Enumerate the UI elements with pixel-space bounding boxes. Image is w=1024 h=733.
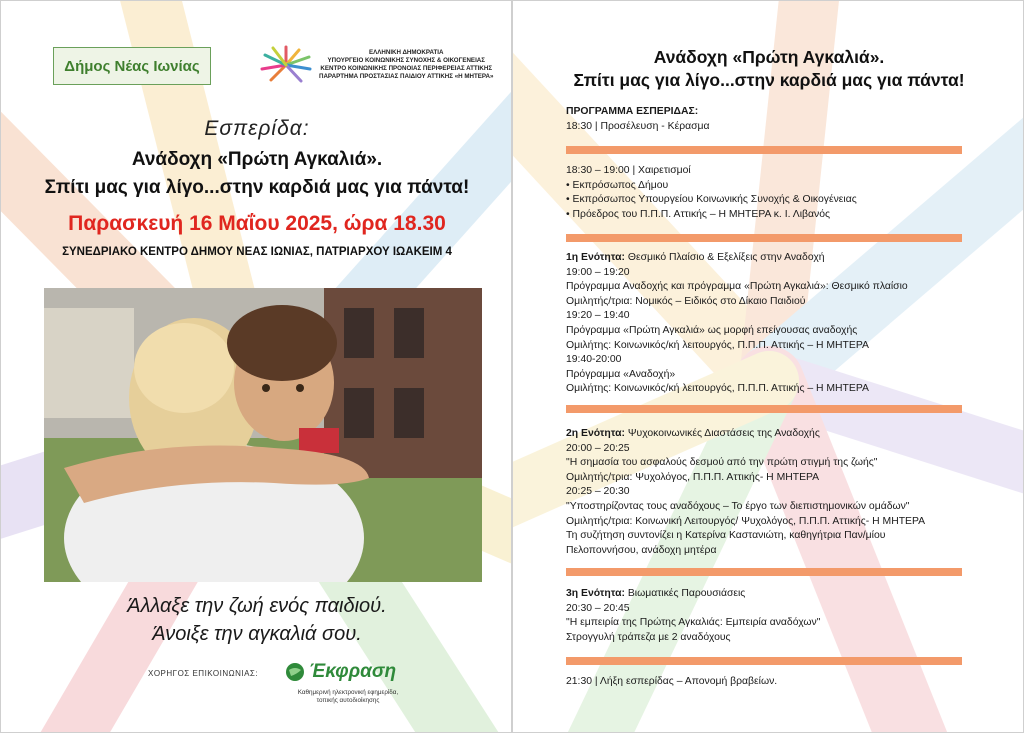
unit1-line: Πρόγραμμα «Αναδοχή» bbox=[566, 368, 676, 380]
event-date: Παρασκευή 16 Μαΐου 2025, ώρα 18.30 bbox=[68, 212, 446, 235]
section-divider bbox=[566, 405, 962, 413]
unit3-line: Στρογγυλή τράπεζα με 2 αναδόχους bbox=[566, 631, 731, 643]
greetings-item: • Εκπρόσωπος Δήμου bbox=[566, 179, 669, 191]
unit3-section bbox=[566, 587, 820, 645]
sponsor-name: Έκφραση bbox=[309, 661, 397, 682]
unit2-line: Τη συζήτηση συντονίζει η Κατερίνα Καστανιώτη, καθηγήτρια Παν/μίου bbox=[566, 530, 886, 542]
program-intro bbox=[566, 105, 710, 134]
ministry-line: ΚΕΝΤΡΟ ΚΟΙΝΩΝΙΚΗΣ ΠΡΟΝΟΙΑΣ ΠΕΡΙΦΕΡΕΙΑΣ ΑΤΤΙΚΗΣ bbox=[320, 65, 493, 72]
unit3-line: 20:30 – 20:45 bbox=[566, 602, 630, 614]
slogan-line1: Άλλαξε την ζωή ενός παιδιού. bbox=[127, 595, 387, 617]
slogan-line2: Άνοιξε την αγκαλιά σου. bbox=[152, 623, 362, 645]
event-venue: ΣΥΝΕΔΡΙΑΚΟ ΚΕΝΤΡΟ ΔΗΜΟΥ ΝΕΑΣ ΙΩΝΙΑΣ, ΠΑΤΡΙΑΡΧΟΥ ΙΩΑΚΕΙΜ 4 bbox=[62, 246, 452, 258]
unit1-line: Ομιλήτης: Κοινωνικός/κή λειτουργός, Π.Π.Π. Αττικής – Η ΜΗΤΕΡΑ bbox=[566, 339, 869, 351]
invitation-program-page bbox=[512, 0, 1024, 733]
unit1-line: Ομιλητής/τρια: Νομικός – Ειδικός στο Δίκαιο Παιδιού bbox=[566, 295, 806, 307]
unit3-line: "Η εμπειρία της Πρώτης Αγκαλιάς: Εμπειρία αναδόχων" bbox=[566, 617, 821, 629]
event-title-line2: Σπίτι μας για λίγο...στην καρδιά μας για πάντα! bbox=[44, 177, 470, 198]
section-divider bbox=[566, 568, 962, 576]
municipality-logo: Δήμος Νέας Ιωνίας bbox=[53, 47, 211, 85]
section-divider bbox=[566, 146, 962, 154]
unit3-heading bbox=[566, 587, 820, 602]
unit1-line: 19:40-20:00 bbox=[566, 354, 622, 366]
closing-section bbox=[566, 675, 777, 690]
section-divider bbox=[566, 234, 962, 242]
unit2-line: Ομιλητής/τρια: Ψυχολόγος, Π.Π.Π. Αττικής- Η ΜΗΤΕΡΑ bbox=[566, 471, 820, 483]
greetings-section bbox=[566, 164, 857, 222]
closing-line: 21:30 | Λήξη εσπερίδας – Απονομή βραβείων. bbox=[566, 676, 778, 687]
sponsor-globe-icon bbox=[285, 662, 305, 682]
unit2-line: 20:00 – 20:25 bbox=[566, 442, 630, 454]
unit2-line: "Υποστηρίζοντας τους αναδόχους – Το έργο των διεπιστημονικών ομάδων" bbox=[566, 500, 910, 512]
unit2-label: 2η Ενότητα: bbox=[566, 428, 625, 439]
program-title-line2: Σπίτι μας για λίγο...στην καρδιά μας για πάντα! bbox=[573, 70, 965, 90]
hug-photo bbox=[44, 288, 482, 582]
unit2-heading bbox=[566, 427, 925, 442]
ministry-line: ΕΛΛΗΝΙΚΗ ΔΗΜΟΚΡΑΤΙΑ bbox=[369, 49, 444, 56]
unit1-line: 19:20 – 19:40 bbox=[566, 310, 630, 322]
greetings-item: • Πρόεδρος του Π.Π.Π. Αττικής – Η ΜΗΤΕΡΑ κ. Ι. Λιβανός bbox=[566, 208, 830, 220]
unit2-line: Ομιλητής/τρια: Κοινωνική Λειτουργός/ Ψυχολόγος, Π.Π.Π. Αττικής- Η ΜΗΤΕΡΑ bbox=[566, 515, 926, 527]
ministry-logo bbox=[259, 45, 499, 85]
greetings-item: • Εκπρόσωπος Υπουργείου Κοινωνικής Συνοχής & Οικογένειας bbox=[566, 194, 857, 206]
ministry-line: ΥΠΟΥΡΓΕΙΟ ΚΟΙΝΩΝΙΚΗΣ ΣΥΝΟΧΗΣ & ΟΙΚΟΓΕΝΕΙΑΣ bbox=[327, 57, 485, 64]
unit2-line: Πελοποννήσου, ανάδοχη μητέρα bbox=[566, 544, 717, 556]
arrival-line: 18:30 | Προσέλευση - Κέρασμα bbox=[566, 120, 710, 132]
unit1-title: Θεσμικό Πλαίσιο & Εξελίξεις στην Αναδοχή bbox=[624, 252, 825, 263]
greetings-time: 18:30 – 19:00 | Χαιρετισμοί bbox=[566, 165, 691, 176]
section-divider bbox=[566, 657, 962, 665]
event-type: Εσπερίδα: bbox=[204, 117, 310, 140]
event-title-line1: Ανάδοχη «Πρώτη Αγκαλιά». bbox=[131, 149, 383, 170]
unit2-section bbox=[566, 427, 925, 558]
unit1-section bbox=[566, 251, 908, 397]
ministry-starburst-icon bbox=[259, 45, 313, 85]
unit1-line: 19:00 – 19:20 bbox=[566, 266, 630, 278]
unit2-title: Ψυχοκοινωνικές Διαστάσεις της Αναδοχής bbox=[624, 428, 820, 439]
unit1-heading bbox=[566, 251, 908, 266]
unit1-label: 1η Ενότητα: bbox=[566, 252, 625, 263]
unit1-line: Πρόγραμμα Αναδοχής και πρόγραμμα «Πρώτη Αγκαλιά»: Θεσμικό πλαίσιο bbox=[566, 281, 908, 293]
ministry-line: ΠΑΡΑΡΤΗΜΑ ΠΡΟΣΤΑΣΙΑΣ ΠΑΙΔΙΟΥ ΑΤΤΙΚΗΣ «Η ΜΗΤΕΡΑ» bbox=[319, 73, 494, 80]
unit3-title: Βιωματικές Παρουσιάσεις bbox=[624, 588, 746, 599]
program-heading: ΠΡΟΓΡΑΜΜΑ ΕΣΠΕΡΙΔΑΣ: bbox=[566, 106, 699, 117]
unit2-line: 20:25 – 20:30 bbox=[566, 486, 630, 498]
unit3-label: 3η Ενότητα: bbox=[566, 588, 625, 599]
sponsor-tagline: Καθημερινή ηλεκτρονική εφημερίδα, τοπικής αυτοδιοίκησης bbox=[297, 689, 399, 704]
unit2-line: "Η σημασία του ασφαλούς δεσμού από την πρώτη στιγμή της ζωής" bbox=[566, 457, 878, 469]
unit1-line: Πρόγραμμα «Πρώτη Αγκαλιά» ως μορφή επείγουσας αναδοχής bbox=[566, 324, 858, 336]
unit1-line: Ομιλήτης: Κοινωνικός/κή λειτουργός, Π.Π.Π. Αττικής – Η ΜΗΤΕΡΑ bbox=[566, 383, 869, 395]
program-title-line1: Ανάδοχη «Πρώτη Αγκαλιά». bbox=[653, 47, 885, 67]
sponsor-logo bbox=[285, 661, 396, 683]
sponsor-label: ΧΟΡΗΓΟΣ ΕΠΙΚΟΙΝΩΝΙΑΣ: bbox=[148, 669, 259, 678]
